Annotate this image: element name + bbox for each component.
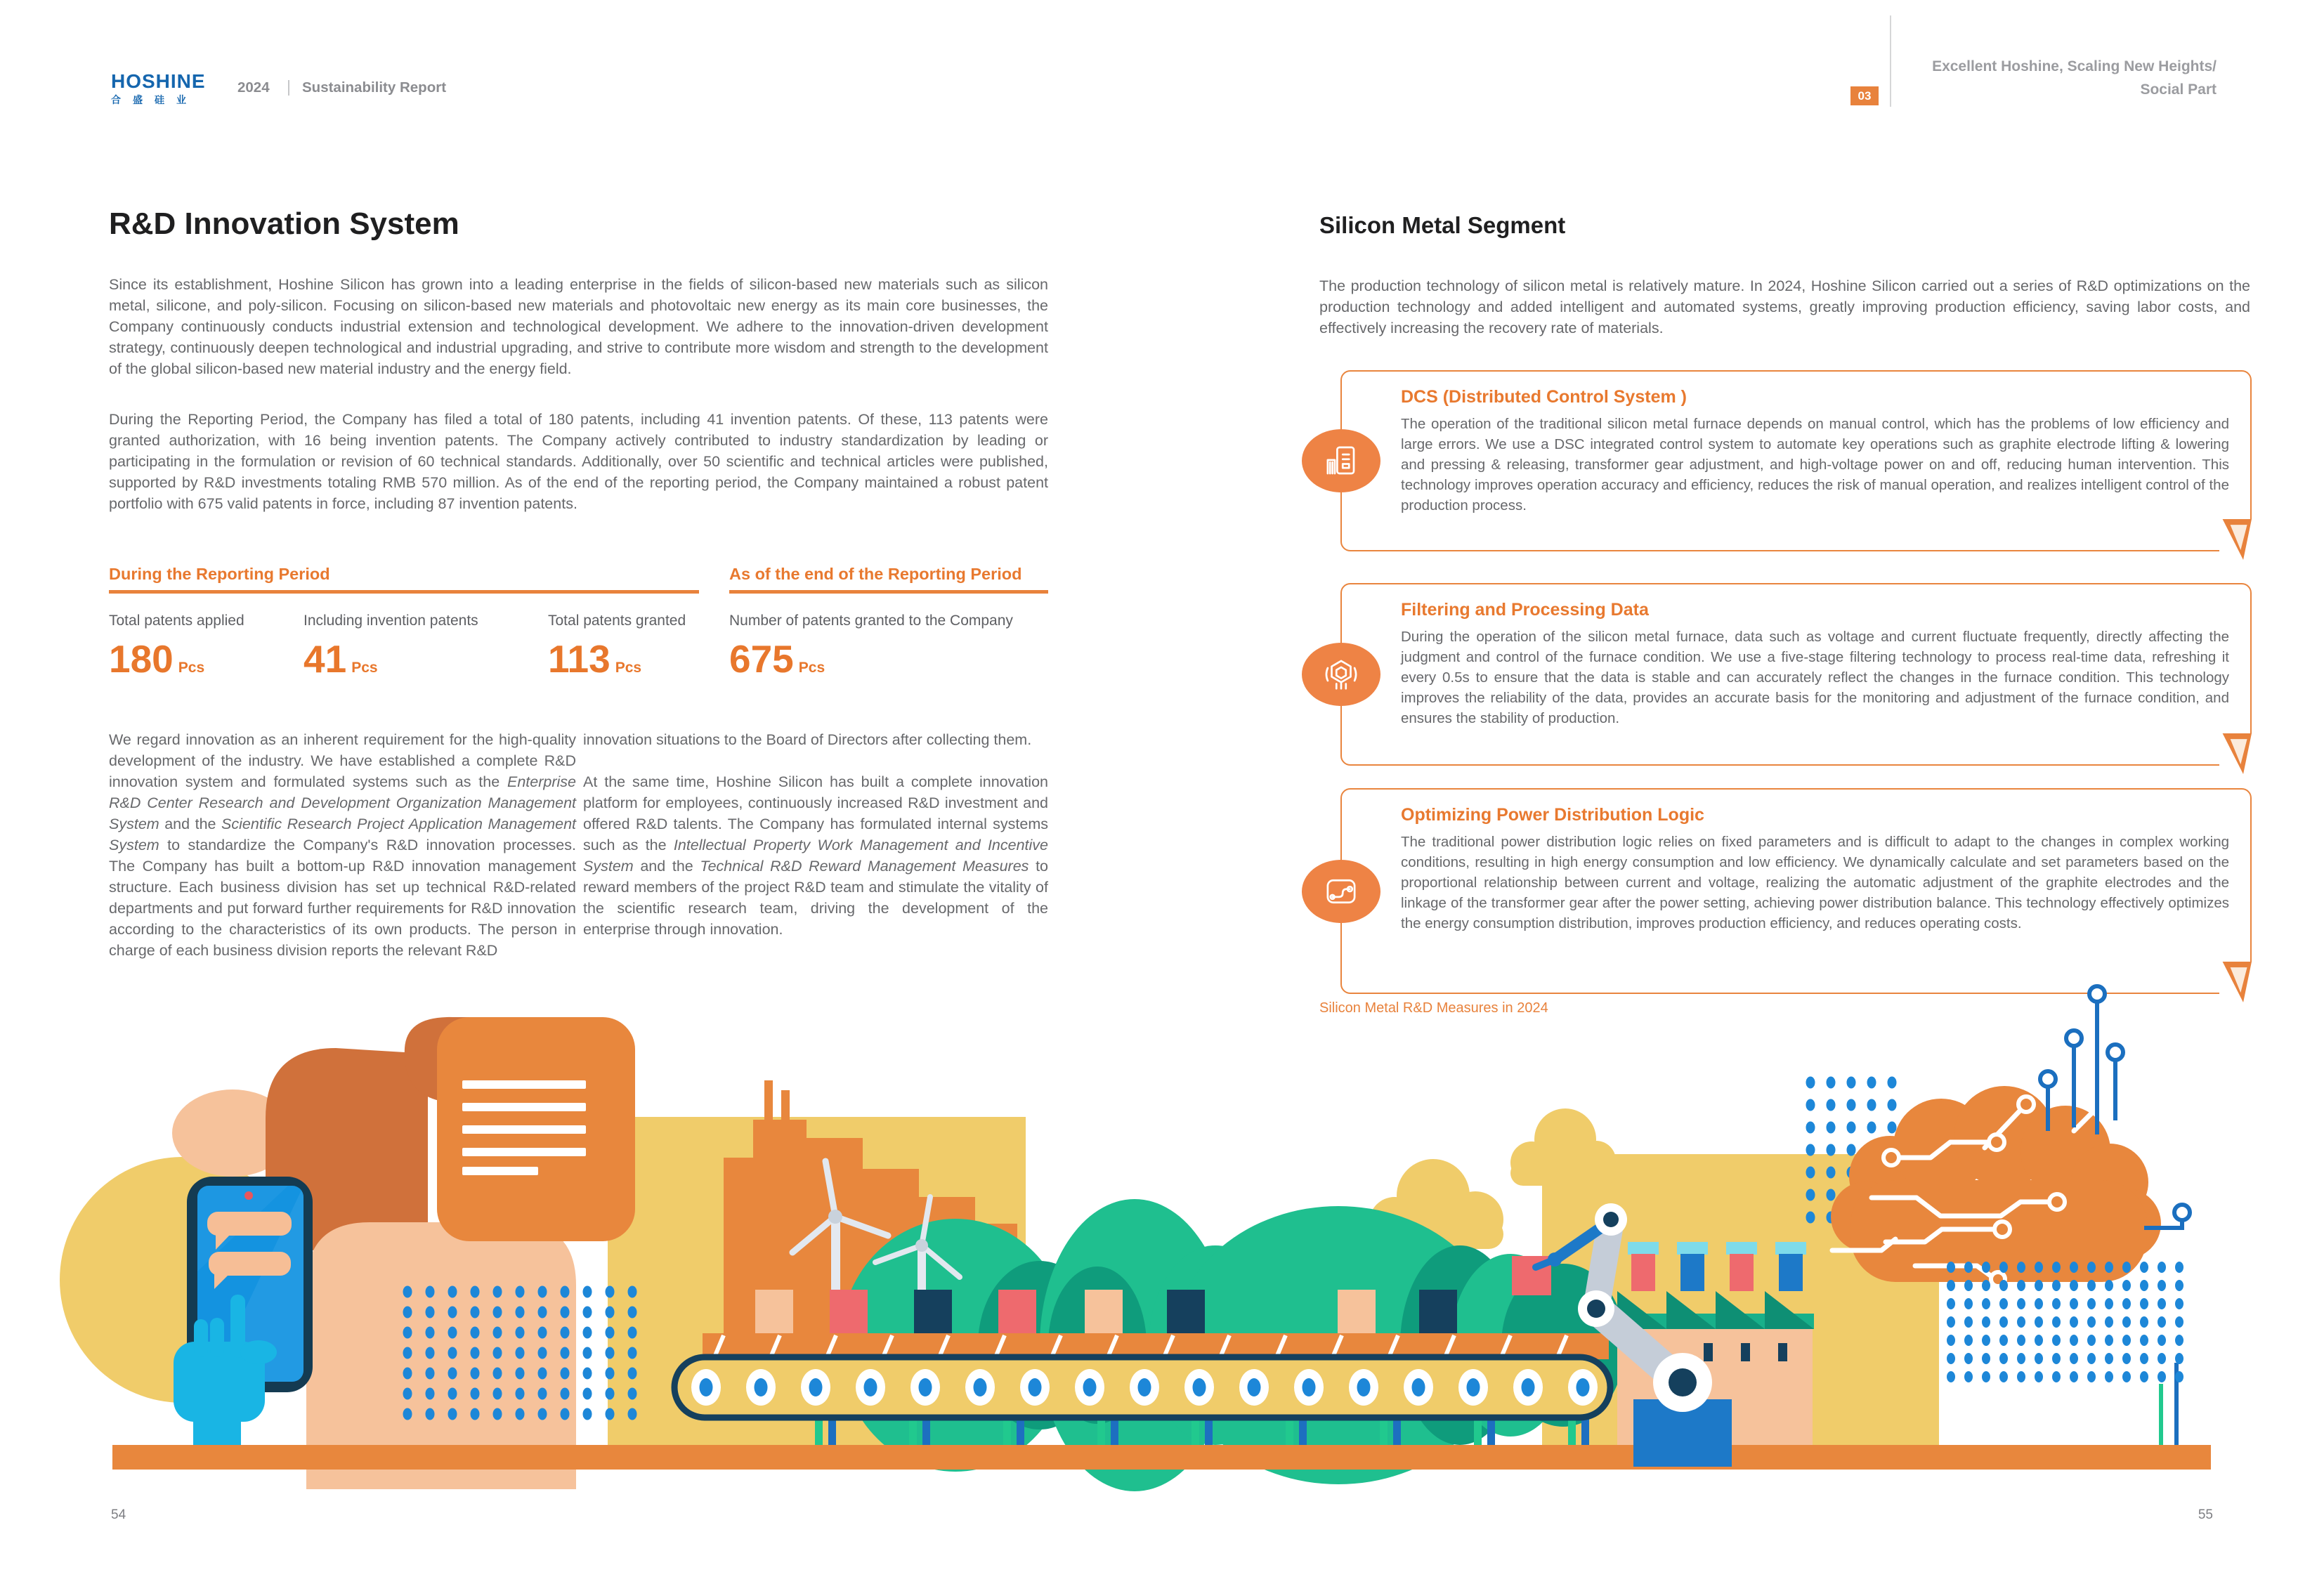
segment-intro: The production technology of silicon metal is relatively mature. In 2024, Hoshine Silicon carried out a series of R&D optimizations on the production technology and added intelligent and automated systems, greatly improving production efficiency, saving labor costs, and effectively increasing the recovery rate of materials. [1319,277,2250,336]
dot-grid-right [1947,1262,2183,1382]
report-name: Sustainability Report [302,79,447,96]
stats-rule-2 [729,590,1048,594]
page-number-left: 54 [111,1507,126,1522]
robot-arm-icon [1512,1203,1732,1467]
stat-value [548,636,641,681]
logo-wordmark: HOSHINE [111,70,206,92]
card-title: Filtering and Processing Data [1401,600,1649,620]
col2-seg2: and the [633,858,700,875]
card-title: Optimizing Power Distribution Logic [1401,805,1704,825]
card-title: DCS (Distributed Control System ) [1401,387,1687,407]
hoshine-logo [111,70,206,107]
col1-system-name-1: Enterprise R&D Center Research and Development Organization Management System [109,773,576,832]
stat-label: Total patents applied [109,613,244,629]
stat-label: Number of patents granted to the Company [729,613,1013,629]
chapter-number-badge: 03 [1850,86,1879,105]
stat-number: 41 [303,637,347,681]
wind-turbine-icon [875,1197,960,1346]
col1-seg0: We regard innovation as an inherent requirement for the high-quality development of the industry. We have established a complete R&D innovation system and formulated systems such as the [109,731,576,790]
stat-unit: Pcs [798,660,825,676]
stat-unit: Pcs [178,660,205,676]
cloud-icon [1369,1159,1503,1249]
col1-system-name-2: Scientific Research Project Application Management System [109,816,577,853]
yellow-block-right [1542,1154,1939,1456]
stat-value [303,636,378,681]
person-shoulder [266,1048,428,1250]
belt-slats [714,1335,1567,1357]
hexagon-filter-icon [1302,643,1380,706]
col2-seg4: to reward members of the project R&D team and stimulate the vitality of the scientific research team, driving the development of the enterprise through innovation. [583,858,1049,938]
belt-boxes [755,1290,1457,1333]
intro-paragraph-2: During the Reporting Period, the Company has filed a total of 180 patents, including 41 invention patents. Of these, 113 patents were granted authorization, with 16 being invention patents. The Company actively contributed to industry standardization by leading or participating in the formulation or revision of 60 technical standards. Additionally, over 50 scientific and technical articles were published, supported by R&D investments totaling RMB 570 million. As of the end of the reporting period, the Company maintained a robust patent portfolio with 675 valid patents in force, including 87 invention patents. [109,411,1048,512]
stat-label: Total patents granted [548,613,686,629]
col1-seg4: to standardize the Company's R&D innovation processes. The Company has built a bottom-up R&D innovation management structure. Each business division has set up technical R&D-related departments and put forward further requirements for R&D innovation according to the characteristics of its own products. The person in charge of each business division reports the relevant R&D [109,837,576,959]
col2-system-name-1: Intellectual Property Work Management and Incentive System [583,837,1048,875]
card-body: The traditional power distribution logic relies on fixed parameters and is difficult to adapt to the changes in complex working conditions, resulting in high energy consumption and low efficiency. We dynamically calculate and set parameters based on the proportional relationship between current and voltage, realizing the automatic adjustment of the graphite electrodes and the linkage of the transformer gear after the power setting, achieving power distribution balance. This technology effectively optimizes the energy consumption distribution, improves production efficiency, and reduces operating costs. [1401,834,2229,931]
circuit-lines-icon [2040,986,2190,1445]
person-head [172,1089,293,1177]
gripped-box [1512,1256,1551,1295]
stat-number: 180 [109,637,174,681]
dot-grid-left [403,1286,637,1420]
factory-report-icon [1302,429,1380,492]
column-2-text [583,729,1048,940]
belt-rollers [691,1369,1598,1406]
measure-card-dcs [1340,370,2252,551]
chapter-divider-line [1890,15,1891,107]
measure-card-power [1340,788,2252,994]
stat-number: 113 [548,637,611,681]
belt-legs [815,1419,1589,1448]
cloud-icon [1510,1108,1616,1186]
card-body: During the operation of the silicon metal furnace, data such as voltage and current fluctuate frequently, directly affecting the judgment and control of the furnace condition. We use a five-stage filtering technology to process real-time data, refreshing it every 0.5s to ensure that the data is stable and can accurately reflect the changes in the furnace condition. This technology improves the reliability of the data, provides an accurate basis for the monitoring and adjustment of the furnace condition, and ensures the stability of production. [1401,629,2229,726]
stat-number: 675 [729,637,794,681]
stats-group2-heading: As of the end of the Reporting Period [729,565,1022,583]
intro-paragraph-1: Since its establishment, Hoshine Silicon has grown into a leading enterprise in the fields of silicon-based new materials such as silicon metal, silicone, and poly-silicon. Focusing on silicon-based new materials and photovoltaic new energy as its main core businesses, the Company continuously conducts industrial extension and technological development. We adhere to the innovation-driven development strategy, continuously deepen technological and industrial upgrading, and strive to contribute more wisdom and strength to the development of the global silicon-based new material industry and the energy field. [109,276,1048,377]
stat-unit: Pcs [615,660,642,676]
dot-grid-small [1806,1077,1897,1224]
stat-unit: Pcs [351,660,378,676]
folded-corner-icon [2219,962,2252,1002]
chapter-title-line1: Excellent Hoshine, Scaling New Heights/ [1932,58,2217,74]
camera-dot [244,1191,253,1200]
chat-bubbles [207,1212,292,1289]
stats-rule-1 [109,590,699,594]
circuit-route-icon [1302,860,1380,923]
stat-label: Including invention patents [303,613,478,629]
green-hills [840,1199,1625,1491]
col2-paragraph-2 [583,771,1048,940]
card-body: The operation of the traditional silicon metal furnace depends on manual control, which has the problems of low efficiency and large errors. We use a DSC integrated control system to automate key operations such as graphite electrode lifting & lowering and pressing & releasing, transformer gear adjustment, and high-voltage power on and off, reducing human intervention. This technology improves operation accuracy and efficiency, reduces the risk of manual operation, and realizes intelligent control of the production process. [1401,416,2229,513]
logo-chinese-text: 合盛硅业 [111,95,198,106]
col2-paragraph-1: innovation situations to the Board of Directors after collecting them. [583,731,1032,748]
col1-seg2: and the [159,816,222,832]
left-page-title: R&D Innovation System [109,207,459,241]
document-scroll-icon [405,1017,635,1241]
col2-seg0: At the same time, Hoshine Silicon has built a complete innovation platform for employees, continuously increased R&D investment and offered R&D talents. The Company has formulated internal systems such as the [583,773,1048,853]
stat-value [109,636,204,681]
column-1-text [109,729,576,961]
yellow-block-left [608,1117,1026,1454]
folded-corner-icon [2219,733,2252,774]
factory-icon [1617,1242,1814,1461]
right-page-title: Silicon Metal Segment [1319,212,1566,238]
col2-system-name-2: Technical R&D Reward Management Measures [700,858,1029,875]
ai-brain-icon [1831,1086,2161,1286]
folded-corner-icon [2219,519,2252,560]
peach-blob [306,1222,576,1489]
page-number-right: 55 [2198,1507,2213,1522]
header-divider [288,80,289,96]
yellow-circle [60,1157,306,1403]
illustration-caption: Silicon Metal R&D Measures in 2024 [1319,1000,1548,1016]
conveyor-belt [674,1333,1610,1448]
ground-bar [112,1445,2211,1470]
smartphone-icon [187,1177,313,1392]
pointing-hand-icon [174,1295,277,1448]
factory-automation-illustration [0,969,2324,1496]
stats-group1-heading: During the Reporting Period [109,565,330,583]
chapter-title-line2: Social Part [2140,81,2217,98]
stat-value [729,636,825,681]
report-year: 2024 [237,79,270,96]
wind-turbine-icon [792,1161,888,1325]
city-skyline [724,1080,1017,1363]
measure-card-filtering [1340,583,2252,766]
chapter-title [1932,55,2217,101]
